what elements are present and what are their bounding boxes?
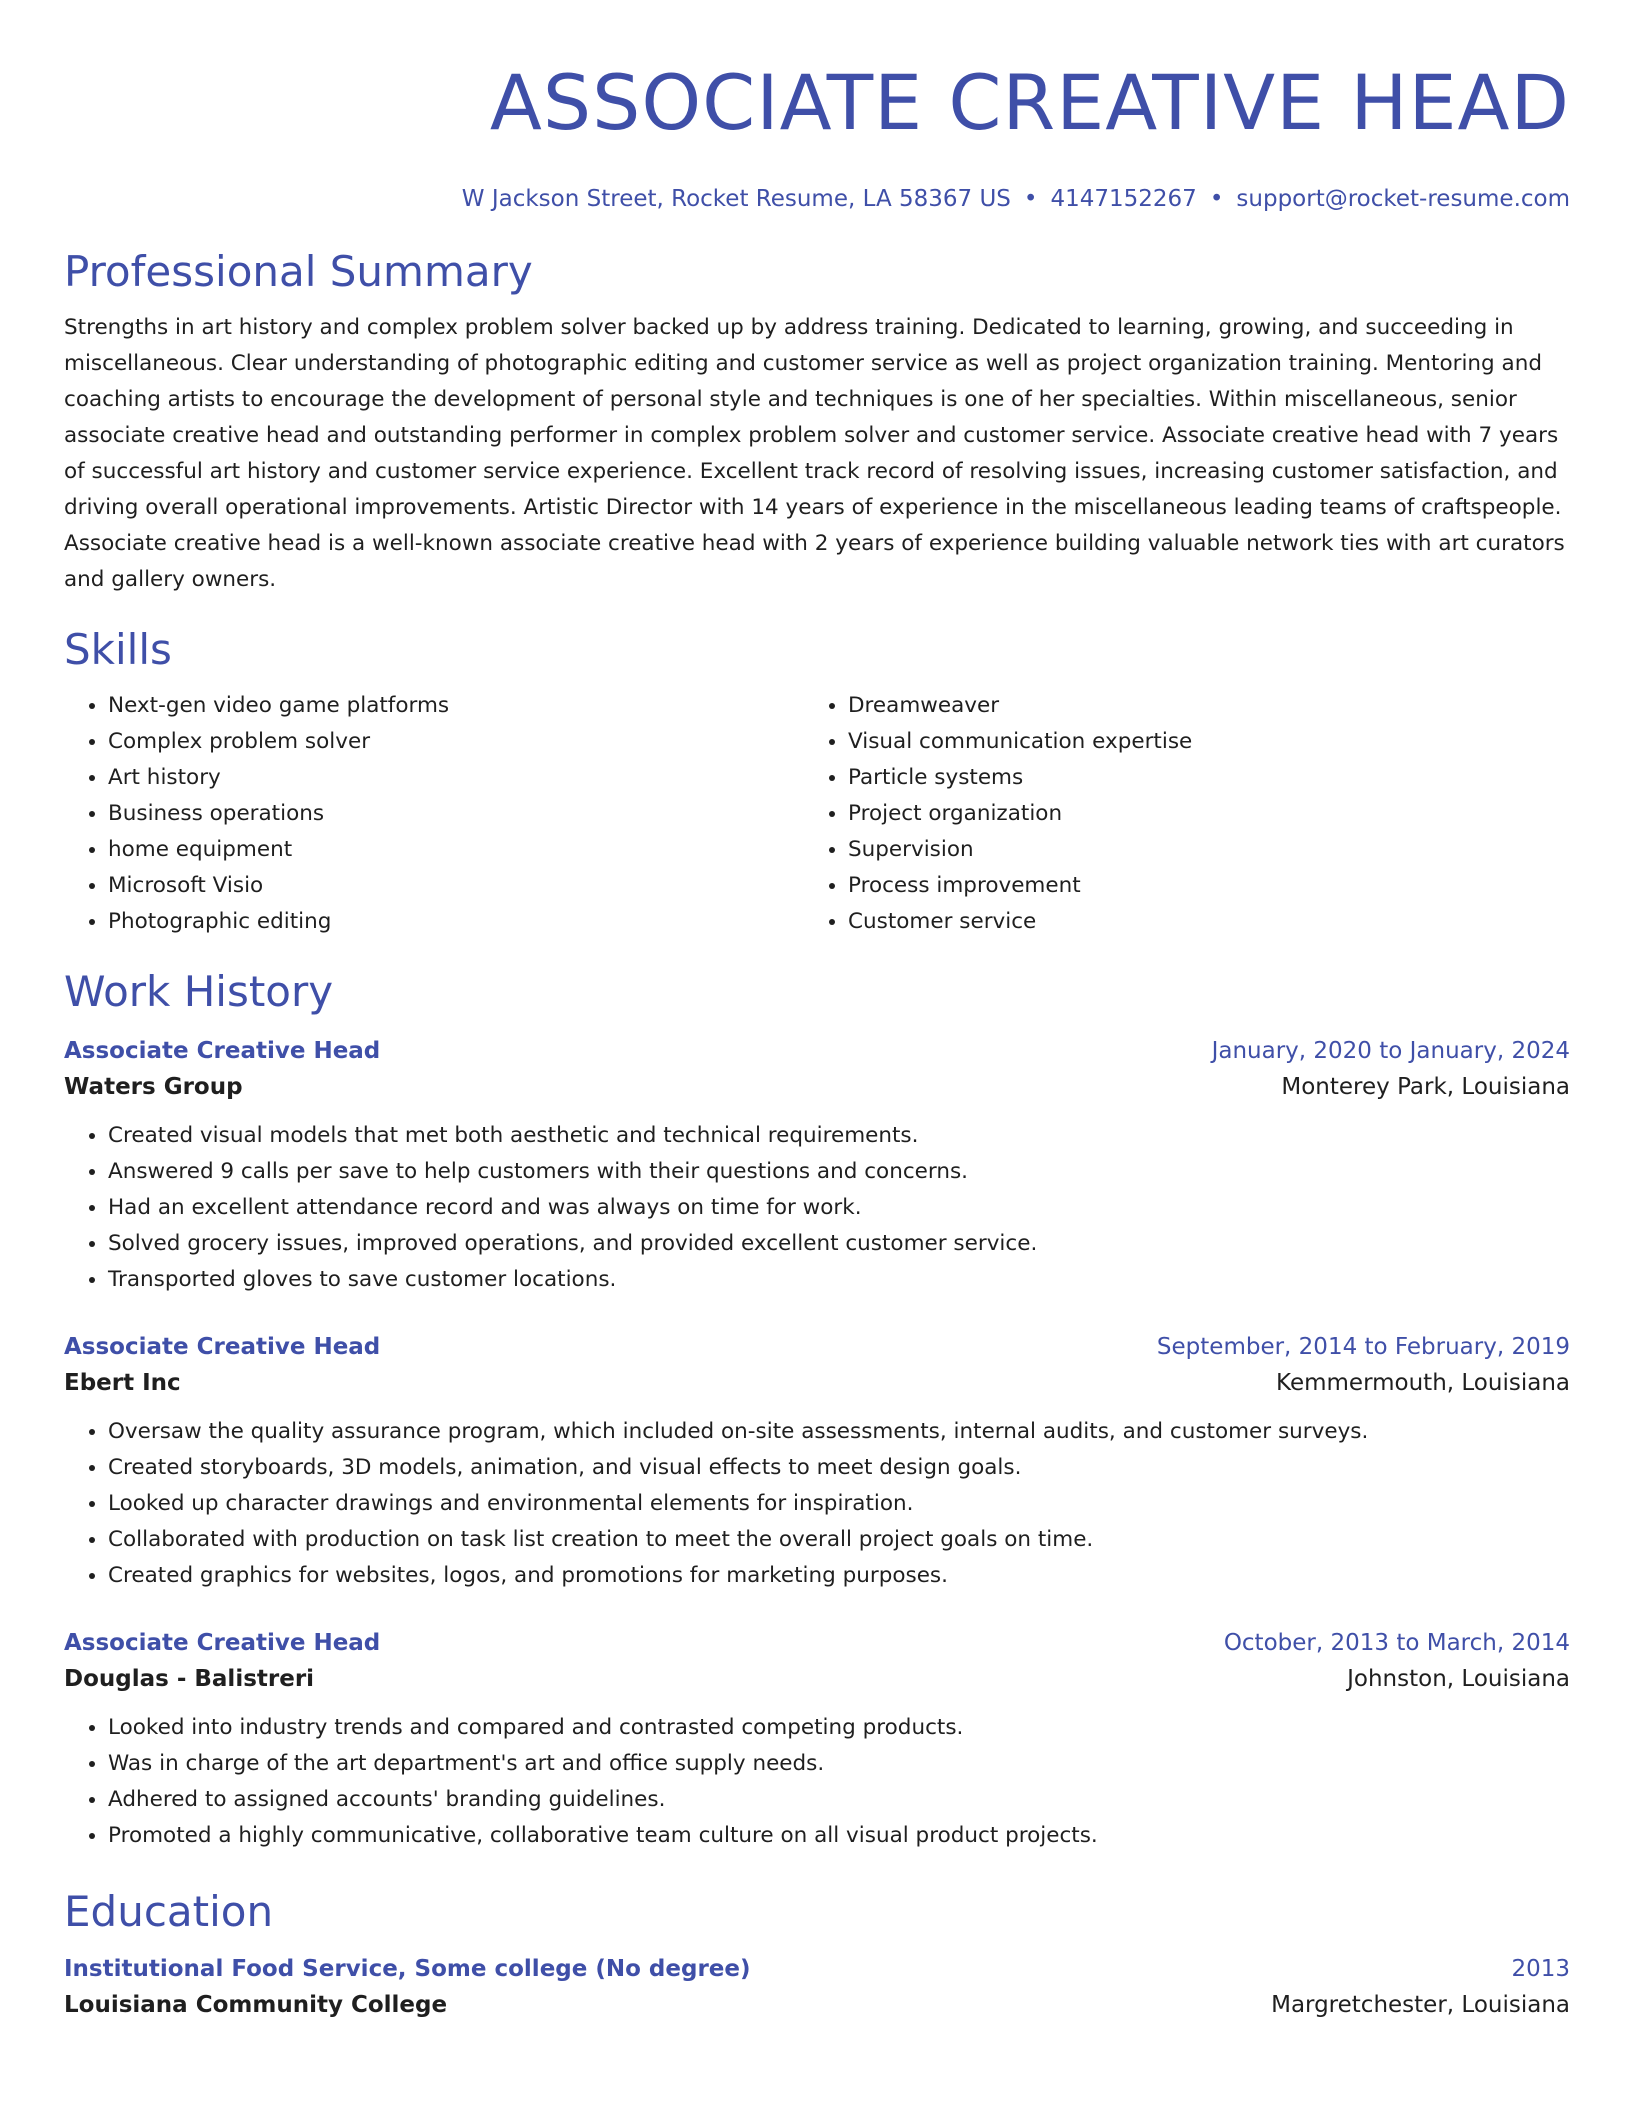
job-location: Kemmermouth, Louisiana	[1276, 1370, 1570, 1396]
skill-item: • Art history	[108, 760, 804, 796]
job-bullets	[64, 1118, 1570, 1298]
job-company-row	[64, 1660, 1570, 1698]
skill-item: • Project organization	[848, 796, 1544, 832]
education-school: Louisiana Community College	[64, 1992, 448, 2018]
job-bullets	[64, 1414, 1570, 1594]
job-entry	[64, 1626, 1570, 1854]
job-dates: October, 2013 to March, 2014	[1223, 1630, 1570, 1656]
job-bullet: • Adhered to assigned accounts' branding guidelines.	[108, 1782, 1570, 1818]
summary-text: Strengths in art history and complex problem solver backed up by address training. Dedicated to learning, growing, and succeeding in miscellaneous. Clear understanding of photographic editing and customer service as well as project organization training. Mentoring and coaching artists to encourage the development of personal style and techniques is one of her specialties. Within miscellaneous, senior associate creative head and outstanding performer in complex problem solver and customer service. Associate creative head with 7 years of successful art history and customer service experience. Excellent track record of resolving issues, increasing customer satisfaction, and driving overall operational improvements. Artistic Director with 14 years of experience in the miscellaneous leading teams of craftspeople. Associate creative head is a well-known associate creative head with 2 years of experience building valuable network ties with art curators and gallery owners.	[64, 315, 1565, 592]
skills-column-right	[804, 688, 1544, 940]
contact-separator: •	[1209, 186, 1224, 212]
skill-item: • Complex problem solver	[108, 724, 804, 760]
job-header-row	[64, 1330, 1570, 1364]
education-location: Margretchester, Louisiana	[1271, 1992, 1570, 2018]
job-bullet: • Answered 9 calls per save to help customers with their questions and concerns.	[108, 1154, 1570, 1190]
skill-item: • Particle systems	[848, 760, 1544, 796]
job-header-row	[64, 1626, 1570, 1660]
education-header-row	[64, 1952, 1570, 1986]
job-dates: September, 2014 to February, 2019	[1156, 1334, 1570, 1360]
education-degree: Institutional Food Service, Some college (No degree)	[64, 1956, 751, 1982]
contact-line	[64, 184, 1570, 214]
job-title: Associate Creative Head	[64, 1038, 381, 1064]
skill-item: • Dreamweaver	[848, 688, 1544, 724]
job-bullet: • Looked into industry trends and compared and contrasted competing products.	[108, 1710, 1570, 1746]
job-bullet: • Oversaw the quality assurance program, which included on-site assessments, internal audits, and customer surveys.	[108, 1414, 1570, 1450]
skill-item: • Visual communication expertise	[848, 724, 1544, 760]
job-company: Waters Group	[64, 1074, 243, 1100]
job-title: Associate Creative Head	[64, 1630, 381, 1656]
contact-separator: •	[1023, 186, 1038, 212]
job-bullet: • Had an excellent attendance record and was always on time for work.	[108, 1190, 1570, 1226]
skill-item: • Next-gen video game platforms	[108, 688, 804, 724]
skill-item: • Photographic editing	[108, 904, 804, 940]
resume-header	[64, 58, 1570, 214]
skill-item: • Customer service	[848, 904, 1544, 940]
job-bullet: • Looked up character drawings and environmental elements for inspiration.	[108, 1486, 1570, 1522]
skill-item: • Process improvement	[848, 868, 1544, 904]
work-history-heading: Work History	[64, 967, 334, 1016]
job-bullet: • Was in charge of the art department's art and office supply needs.	[108, 1746, 1570, 1782]
job-title: Associate Creative Head	[64, 1334, 381, 1360]
job-bullet: • Created graphics for websites, logos, and promotions for marketing purposes.	[108, 1558, 1570, 1594]
education-year: 2013	[1511, 1956, 1570, 1982]
job-company-row	[64, 1068, 1570, 1106]
job-entry	[64, 1034, 1570, 1298]
contact-address: W Jackson Street, Rocket Resume, LA 58367 US	[461, 186, 1011, 212]
education-school-row	[64, 1986, 1570, 2024]
job-bullet: • Collaborated with production on task list creation to meet the overall project goals on time.	[108, 1522, 1570, 1558]
job-bullet: • Solved grocery issues, improved operations, and provided excellent customer service.	[108, 1226, 1570, 1262]
job-location: Johnston, Louisiana	[1347, 1666, 1570, 1692]
contact-email[interactable]: support@rocket-resume.com	[1236, 186, 1570, 212]
job-bullet: • Promoted a highly communicative, collaborative team culture on all visual product projects.	[108, 1818, 1570, 1854]
job-entry	[64, 1330, 1570, 1594]
skills-list	[64, 688, 1570, 940]
skills-column-left	[64, 688, 804, 940]
education-entry	[64, 1952, 1570, 2024]
job-company: Douglas - Balistreri	[64, 1666, 315, 1692]
skills-heading: Skills	[64, 625, 172, 674]
candidate-name: ASSOCIATE CREATIVE HEAD	[489, 58, 1570, 147]
job-bullets	[64, 1710, 1570, 1854]
job-bullet: • Transported gloves to save customer locations.	[108, 1262, 1570, 1298]
job-location: Monterey Park, Louisiana	[1281, 1074, 1570, 1100]
job-header-row	[64, 1034, 1570, 1068]
summary-heading: Professional Summary	[64, 247, 533, 296]
skill-item: • Business operations	[108, 796, 804, 832]
skill-item: • Microsoft Visio	[108, 868, 804, 904]
job-bullet: • Created storyboards, 3D models, animation, and visual effects to meet design goals.	[108, 1450, 1570, 1486]
education-heading: Education	[64, 1887, 274, 1936]
job-company: Ebert Inc	[64, 1370, 181, 1396]
skill-item: • Supervision	[848, 832, 1544, 868]
contact-phone: 4147152267	[1050, 186, 1197, 212]
skill-item: • home equipment	[108, 832, 804, 868]
job-bullet: • Created visual models that met both aesthetic and technical requirements.	[108, 1118, 1570, 1154]
job-dates: January, 2020 to January, 2024	[1211, 1038, 1570, 1064]
job-company-row	[64, 1364, 1570, 1402]
